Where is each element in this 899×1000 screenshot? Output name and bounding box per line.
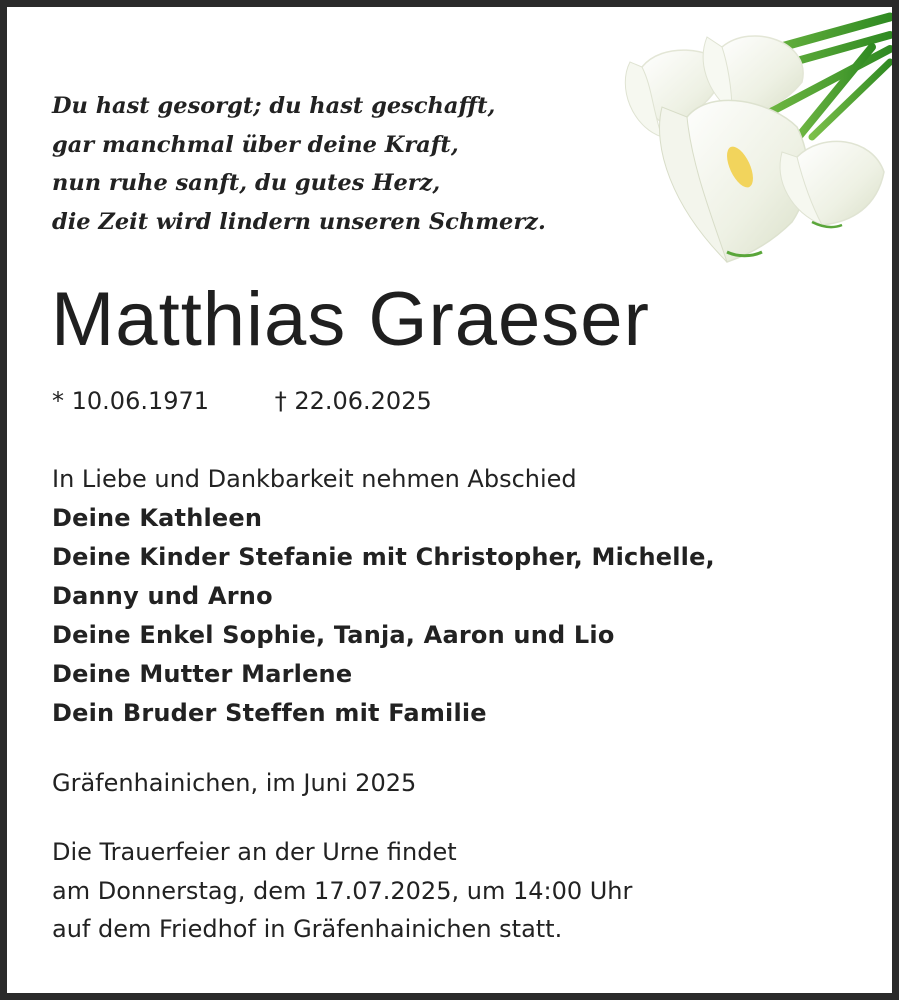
poem-line: die Zeit wird lindern unseren Schmerz. <box>52 208 546 235</box>
mourners-section <box>52 460 715 733</box>
mourner-line: Deine Kinder Stefanie mit Christopher, Michelle, <box>52 543 715 571</box>
calla-lily-bouquet-icon <box>512 7 892 277</box>
life-dates <box>52 383 432 419</box>
place-and-date: Gräfenhainichen, im Juni 2025 <box>52 769 417 797</box>
poem-line: nun ruhe sanft, du gutes Herz, <box>52 170 441 196</box>
mourners-list <box>52 499 715 733</box>
mourner-line: Deine Enkel Sophie, Tanja, Aaron und Lio <box>52 621 615 649</box>
death-date: † 22.06.2025 <box>274 387 432 415</box>
deceased-name: Matthias Graeser <box>51 277 650 362</box>
mourner-line: Dein Bruder Steffen mit Familie <box>52 699 487 727</box>
birth-date: * 10.06.1971 <box>52 387 210 415</box>
memorial-poem <box>52 87 546 241</box>
poem-line: gar manchmal über deine Kraft, <box>52 131 459 158</box>
ceremony-line: Die Trauerfeier an der Urne findet <box>52 838 457 866</box>
ceremony-notice <box>52 833 632 949</box>
mourners-intro: In Liebe und Dankbarkeit nehmen Abschied <box>52 465 577 493</box>
ceremony-line: auf dem Friedhof in Gräfenhainichen statt. <box>52 915 563 943</box>
mourner-line: Deine Mutter Marlene <box>52 660 353 688</box>
ceremony-line: am Donnerstag, dem 17.07.2025, um 14:00 Uhr <box>52 876 633 905</box>
mourner-line: Deine Kathleen <box>52 504 263 532</box>
poem-line: Du hast gesorgt; du hast geschafft, <box>52 93 496 119</box>
mourner-line: Danny und Arno <box>52 582 273 610</box>
